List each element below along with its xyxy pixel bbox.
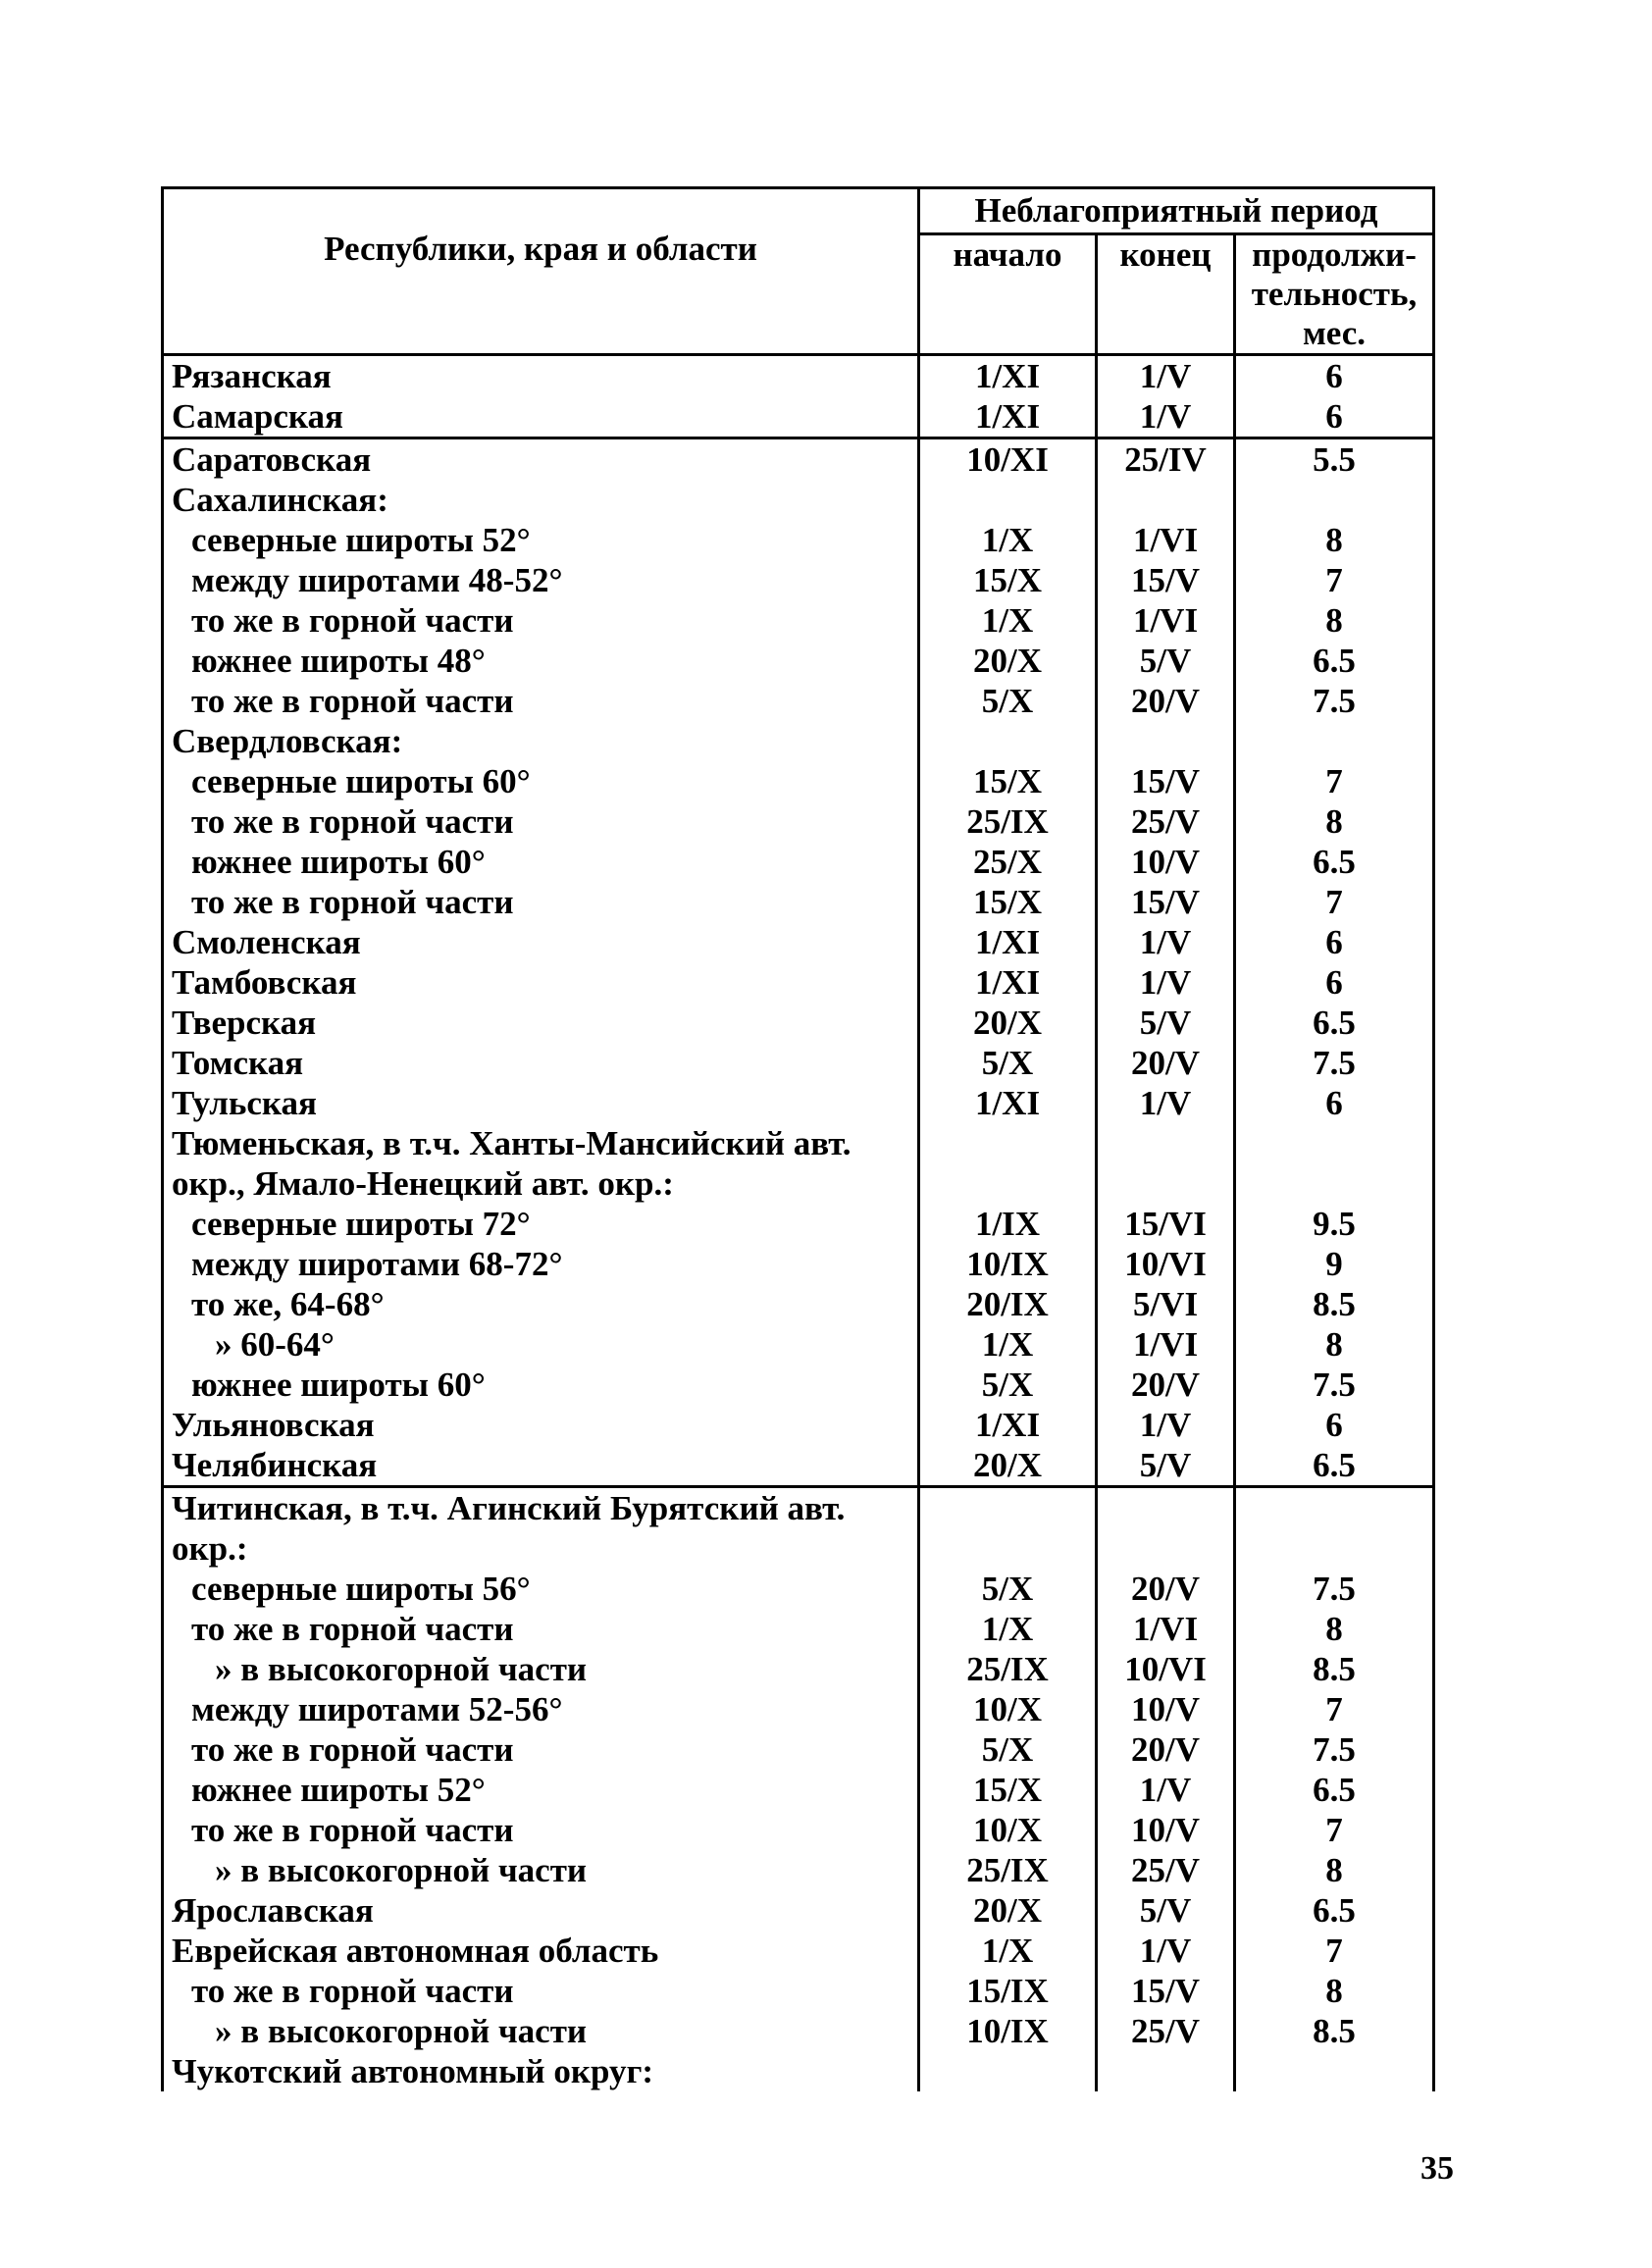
start-date-cell: 1/IX	[919, 1204, 1097, 1244]
region-name-cell: то же в горной части	[163, 1971, 919, 2011]
duration-cell: 8.5	[1235, 1649, 1434, 1689]
end-date-cell: 25/IV	[1097, 438, 1235, 481]
end-date-cell: 25/V	[1097, 801, 1235, 842]
start-date-cell: 20/X	[919, 1890, 1097, 1931]
duration-cell: 8	[1235, 600, 1434, 641]
duration-cell: 8	[1235, 1850, 1434, 1890]
start-date-cell: 10/X	[919, 1810, 1097, 1850]
start-date-cell: 5/X	[919, 1569, 1097, 1609]
end-date-cell: 1/V	[1097, 1405, 1235, 1445]
end-date-cell: 1/V	[1097, 396, 1235, 438]
end-date-cell: 25/V	[1097, 1850, 1235, 1890]
table-row	[163, 641, 1434, 681]
region-name-cell: то же в горной части	[163, 1609, 919, 1649]
page-number: 35	[1420, 2150, 1454, 2187]
period-group-header: Неблагоприятный период	[919, 188, 1434, 234]
table-header	[163, 188, 1434, 355]
start-date-cell	[919, 1528, 1097, 1569]
end-date-cell: 5/V	[1097, 1003, 1235, 1043]
table-row	[163, 681, 1434, 721]
table-row	[163, 761, 1434, 801]
start-date-cell: 25/X	[919, 842, 1097, 882]
duration-cell: 7	[1235, 560, 1434, 600]
table-row	[163, 1405, 1434, 1445]
start-date-cell: 20/X	[919, 1003, 1097, 1043]
end-date-cell	[1097, 1123, 1235, 1163]
end-date-cell: 1/VI	[1097, 1324, 1235, 1365]
region-name-cell: Саратовская	[163, 438, 919, 481]
region-name-cell: Самарская	[163, 396, 919, 438]
table-row	[163, 1445, 1434, 1487]
duration-cell: 8	[1235, 1971, 1434, 2011]
table-row	[163, 1810, 1434, 1850]
region-name-cell: окр., Ямало-Ненецкий авт. окр.:	[163, 1163, 919, 1204]
table-row	[163, 480, 1434, 520]
start-date-cell: 5/X	[919, 1043, 1097, 1083]
start-date-cell: 1/X	[919, 1931, 1097, 1971]
table-row	[163, 1324, 1434, 1365]
duration-cell	[1235, 1163, 1434, 1204]
start-date-cell: 1/XI	[919, 355, 1097, 397]
duration-cell	[1235, 1528, 1434, 1569]
region-name-cell: Томская	[163, 1043, 919, 1083]
region-name-cell: » в высокогорной части	[163, 1850, 919, 1890]
end-date-cell: 1/V	[1097, 355, 1235, 397]
table-body	[163, 355, 1434, 2092]
end-date-cell	[1097, 2051, 1235, 2091]
start-date-cell: 5/X	[919, 1365, 1097, 1405]
end-date-cell	[1097, 1163, 1235, 1204]
end-date-cell: 5/V	[1097, 1445, 1235, 1487]
table-row	[163, 1003, 1434, 1043]
duration-cell: 7	[1235, 1810, 1434, 1850]
start-date-cell: 1/X	[919, 520, 1097, 560]
duration-cell: 6	[1235, 922, 1434, 962]
region-name-cell: Рязанская	[163, 355, 919, 397]
region-name-cell: Свердловская:	[163, 721, 919, 761]
region-name-cell: северные широты 56°	[163, 1569, 919, 1609]
start-date-cell	[919, 1487, 1097, 1529]
start-date-cell: 15/X	[919, 882, 1097, 922]
start-date-cell: 10/X	[919, 1689, 1097, 1729]
duration-cell: 6	[1235, 355, 1434, 397]
end-date-cell: 20/V	[1097, 681, 1235, 721]
table-row	[163, 2051, 1434, 2091]
table-row	[163, 1244, 1434, 1284]
end-date-cell: 1/VI	[1097, 1609, 1235, 1649]
table-row	[163, 1487, 1434, 1529]
region-column-header: Республики, края и области	[163, 188, 919, 355]
duration-cell: 6.5	[1235, 641, 1434, 681]
table-row	[163, 962, 1434, 1003]
table-row	[163, 1971, 1434, 2011]
duration-cell: 8	[1235, 801, 1434, 842]
start-date-cell	[919, 1163, 1097, 1204]
duration-cell: 6	[1235, 1405, 1434, 1445]
duration-cell: 9.5	[1235, 1204, 1434, 1244]
table-row	[163, 922, 1434, 962]
end-date-cell: 1/V	[1097, 1770, 1235, 1810]
end-date-cell: 15/V	[1097, 560, 1235, 600]
region-name-cell: между широтами 68-72°	[163, 1244, 919, 1284]
table-row	[163, 560, 1434, 600]
end-date-cell: 1/V	[1097, 922, 1235, 962]
end-date-cell: 5/V	[1097, 1890, 1235, 1931]
duration-cell: 7.5	[1235, 681, 1434, 721]
table-row	[163, 1850, 1434, 1890]
duration-column-header: продолжи-тельность, мес.	[1235, 234, 1434, 355]
duration-cell: 5.5	[1235, 438, 1434, 481]
table-row	[163, 1163, 1434, 1204]
end-date-cell: 10/VI	[1097, 1244, 1235, 1284]
region-name-cell: северные широты 72°	[163, 1204, 919, 1244]
duration-cell: 7.5	[1235, 1729, 1434, 1770]
start-date-cell: 1/X	[919, 600, 1097, 641]
start-date-cell: 1/XI	[919, 396, 1097, 438]
table-row	[163, 842, 1434, 882]
duration-cell: 8.5	[1235, 1284, 1434, 1324]
region-name-cell: то же в горной части	[163, 1729, 919, 1770]
table-row	[163, 1729, 1434, 1770]
region-name-cell: южнее широты 48°	[163, 641, 919, 681]
start-date-cell: 25/IX	[919, 1649, 1097, 1689]
end-date-cell: 20/V	[1097, 1729, 1235, 1770]
end-date-cell: 25/V	[1097, 2011, 1235, 2051]
duration-cell: 7	[1235, 1689, 1434, 1729]
start-date-cell: 5/X	[919, 1729, 1097, 1770]
start-date-cell: 5/X	[919, 681, 1097, 721]
duration-cell: 7	[1235, 761, 1434, 801]
duration-cell	[1235, 2051, 1434, 2091]
table-row	[163, 438, 1434, 481]
table-row	[163, 801, 1434, 842]
region-name-cell: Еврейская автономная область	[163, 1931, 919, 1971]
duration-cell: 8	[1235, 520, 1434, 560]
table-row	[163, 721, 1434, 761]
duration-cell: 6.5	[1235, 1003, 1434, 1043]
end-date-cell: 20/V	[1097, 1569, 1235, 1609]
end-date-cell: 1/VI	[1097, 520, 1235, 560]
region-name-cell: то же в горной части	[163, 882, 919, 922]
start-date-cell	[919, 721, 1097, 761]
start-date-cell	[919, 480, 1097, 520]
duration-cell	[1235, 480, 1434, 520]
table-row	[163, 1609, 1434, 1649]
region-name-cell: южнее широты 52°	[163, 1770, 919, 1810]
end-date-cell: 15/V	[1097, 1971, 1235, 2011]
duration-cell: 7	[1235, 1931, 1434, 1971]
start-date-cell	[919, 2051, 1097, 2091]
duration-cell: 6.5	[1235, 842, 1434, 882]
end-date-cell: 1/V	[1097, 1083, 1235, 1123]
end-date-cell: 15/VI	[1097, 1204, 1235, 1244]
start-date-cell: 15/X	[919, 560, 1097, 600]
duration-cell	[1235, 1123, 1434, 1163]
region-name-cell: Тюменьская, в т.ч. Ханты-Мансийский авт.	[163, 1123, 919, 1163]
table-row	[163, 1569, 1434, 1609]
table-row	[163, 1043, 1434, 1083]
start-date-cell: 1/X	[919, 1324, 1097, 1365]
region-name-cell: то же в горной части	[163, 681, 919, 721]
duration-cell	[1235, 1487, 1434, 1529]
document-sheet	[161, 186, 1432, 2091]
region-name-cell: северные широты 52°	[163, 520, 919, 560]
region-name-cell: северные широты 60°	[163, 761, 919, 801]
table-row	[163, 520, 1434, 560]
table-row	[163, 396, 1434, 438]
start-column-header: начало	[919, 234, 1097, 355]
end-column-header: конец	[1097, 234, 1235, 355]
end-date-cell: 10/V	[1097, 1689, 1235, 1729]
table-row	[163, 1123, 1434, 1163]
end-date-cell: 15/V	[1097, 761, 1235, 801]
region-name-cell: то же в горной части	[163, 1810, 919, 1850]
start-date-cell: 10/XI	[919, 438, 1097, 481]
region-name-cell: Тамбовская	[163, 962, 919, 1003]
duration-cell: 6	[1235, 1083, 1434, 1123]
duration-cell: 7	[1235, 882, 1434, 922]
table-row	[163, 1689, 1434, 1729]
region-name-cell: южнее широты 60°	[163, 1365, 919, 1405]
start-date-cell: 20/IX	[919, 1284, 1097, 1324]
duration-cell: 8	[1235, 1609, 1434, 1649]
region-name-cell: Смоленская	[163, 922, 919, 962]
start-date-cell: 1/X	[919, 1609, 1097, 1649]
start-date-cell: 15/X	[919, 1770, 1097, 1810]
table-row	[163, 1770, 1434, 1810]
table-row	[163, 1204, 1434, 1244]
table-row	[163, 882, 1434, 922]
duration-cell: 7.5	[1235, 1043, 1434, 1083]
region-name-cell: то же в горной части	[163, 600, 919, 641]
region-name-cell: окр.:	[163, 1528, 919, 1569]
region-name-cell: между широтами 48-52°	[163, 560, 919, 600]
duration-cell: 6.5	[1235, 1770, 1434, 1810]
table-row	[163, 1083, 1434, 1123]
end-date-cell: 1/VI	[1097, 600, 1235, 641]
end-date-cell: 10/V	[1097, 842, 1235, 882]
duration-cell: 6.5	[1235, 1445, 1434, 1487]
start-date-cell: 1/XI	[919, 922, 1097, 962]
table-row	[163, 600, 1434, 641]
end-date-cell: 5/VI	[1097, 1284, 1235, 1324]
region-name-cell: Сахалинская:	[163, 480, 919, 520]
region-name-cell: » в высокогорной части	[163, 1649, 919, 1689]
region-name-cell: Ярославская	[163, 1890, 919, 1931]
start-date-cell: 15/X	[919, 761, 1097, 801]
region-name-cell: Челябинская	[163, 1445, 919, 1487]
end-date-cell: 5/V	[1097, 641, 1235, 681]
duration-cell: 6.5	[1235, 1890, 1434, 1931]
start-date-cell: 10/IX	[919, 1244, 1097, 1284]
duration-cell	[1235, 721, 1434, 761]
table-row	[163, 1931, 1434, 1971]
end-date-cell	[1097, 1487, 1235, 1529]
table-row	[163, 1890, 1434, 1931]
duration-cell: 9	[1235, 1244, 1434, 1284]
region-name-cell: Тверская	[163, 1003, 919, 1043]
start-date-cell	[919, 1123, 1097, 1163]
table-row	[163, 355, 1434, 397]
end-date-cell: 20/V	[1097, 1043, 1235, 1083]
end-date-cell: 15/V	[1097, 882, 1235, 922]
region-name-cell: » 60-64°	[163, 1324, 919, 1365]
end-date-cell	[1097, 1528, 1235, 1569]
table-row	[163, 1284, 1434, 1324]
region-name-cell: то же, 64-68°	[163, 1284, 919, 1324]
duration-cell: 6	[1235, 396, 1434, 438]
climate-period-table	[161, 186, 1435, 2091]
duration-cell: 8	[1235, 1324, 1434, 1365]
region-name-cell: Чукотский автономный округ:	[163, 2051, 919, 2091]
end-date-cell	[1097, 480, 1235, 520]
start-date-cell: 25/IX	[919, 801, 1097, 842]
duration-cell: 8.5	[1235, 2011, 1434, 2051]
table-row	[163, 1365, 1434, 1405]
duration-cell: 7.5	[1235, 1569, 1434, 1609]
end-date-cell: 1/V	[1097, 1931, 1235, 1971]
table-row	[163, 1528, 1434, 1569]
end-date-cell: 20/V	[1097, 1365, 1235, 1405]
end-date-cell	[1097, 721, 1235, 761]
start-date-cell: 25/IX	[919, 1850, 1097, 1890]
end-date-cell: 10/V	[1097, 1810, 1235, 1850]
region-name-cell: Тульская	[163, 1083, 919, 1123]
region-name-cell: южнее широты 60°	[163, 842, 919, 882]
table-row	[163, 2011, 1434, 2051]
start-date-cell: 1/XI	[919, 962, 1097, 1003]
start-date-cell: 20/X	[919, 1445, 1097, 1487]
region-name-cell: между широтами 52-56°	[163, 1689, 919, 1729]
start-date-cell: 15/IX	[919, 1971, 1097, 2011]
table-row	[163, 1649, 1434, 1689]
region-name-cell: Читинская, в т.ч. Агинский Бурятский авт.	[163, 1487, 919, 1529]
duration-cell: 6	[1235, 962, 1434, 1003]
start-date-cell: 1/XI	[919, 1083, 1097, 1123]
region-name-cell: то же в горной части	[163, 801, 919, 842]
end-date-cell: 1/V	[1097, 962, 1235, 1003]
end-date-cell: 10/VI	[1097, 1649, 1235, 1689]
start-date-cell: 20/X	[919, 641, 1097, 681]
region-name-cell: Ульяновская	[163, 1405, 919, 1445]
start-date-cell: 10/IX	[919, 2011, 1097, 2051]
region-name-cell: » в высокогорной части	[163, 2011, 919, 2051]
start-date-cell: 1/XI	[919, 1405, 1097, 1445]
duration-cell: 7.5	[1235, 1365, 1434, 1405]
